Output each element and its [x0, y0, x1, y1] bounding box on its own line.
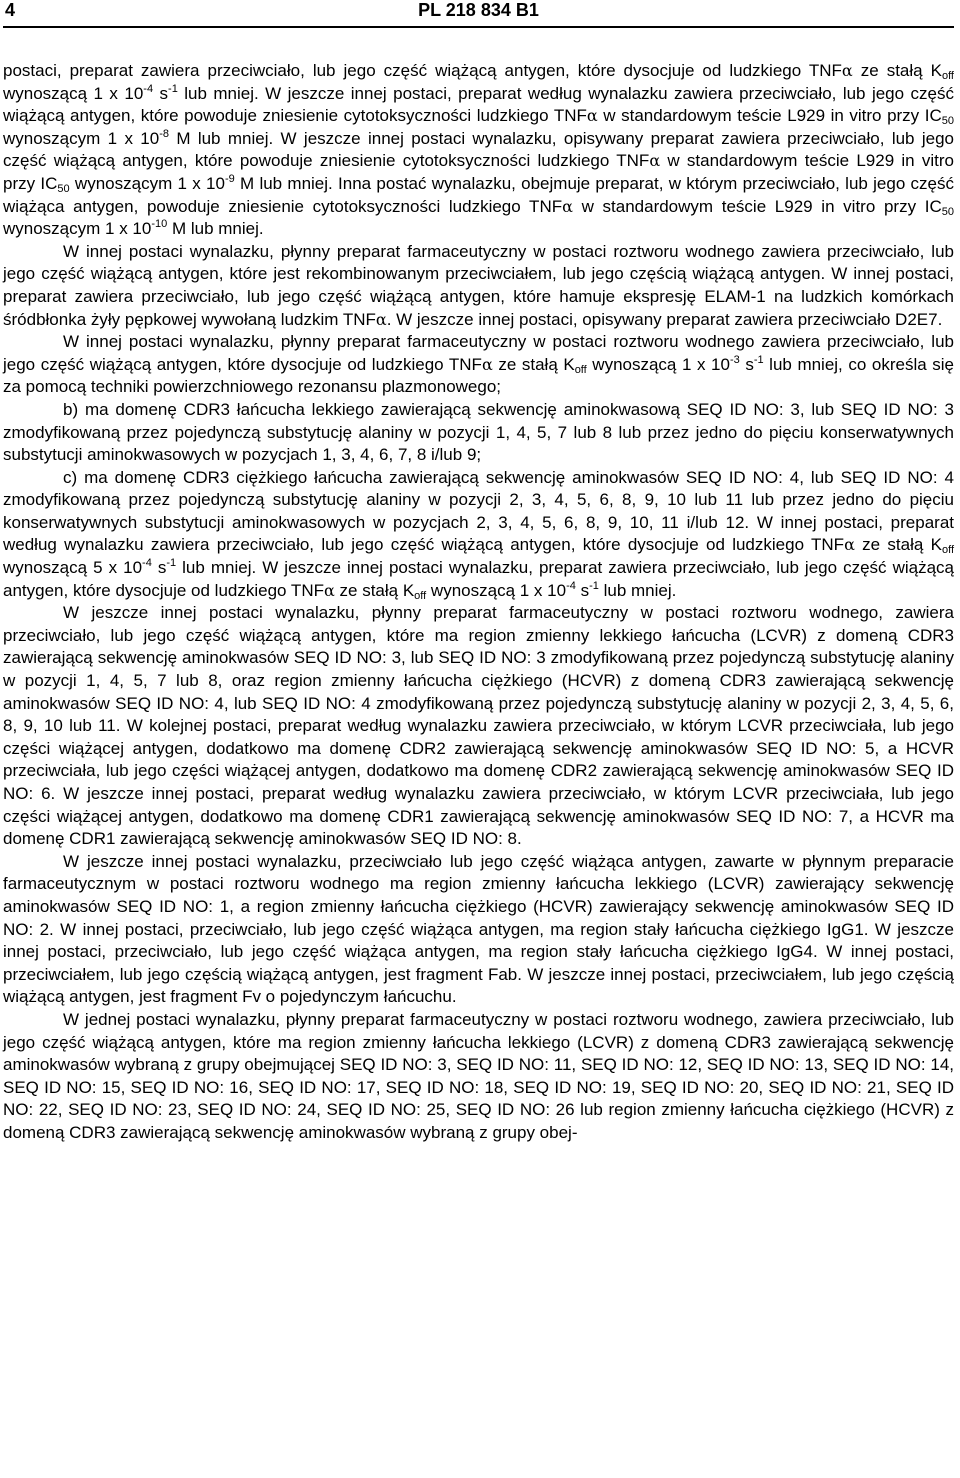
page-header [3, 0, 954, 28]
paragraph-p5: W jeszcze innej postaci wynalazku, płynny preparat farmaceutyczny w postaci roztworu wodnego, zawiera przeciwciało, lub jego część wiążącą antygen, które ma region zmienny lekkiego łańcucha (LCVR) z domeną CDR3 zawierającą sekwencję aminokwasów SEQ ID NO: 3, lub SEQ ID NO: 3 zmodyfikowaną przez pojedynczą substytucję alaniny w pozycji 1, 4, 5, 7 lub 8, oraz region zmienny łańcucha ciężkiego (HCVR) z domeną CDR3 zawierającą sekwencję aminokwasów SEQ ID NO: 4, lub SEQ ID NO: 4 zmodyfikowaną przez pojedynczą substytucję alaniny w pozycji 2, 3, 4, 5, 6, 8, 9, 10 lub 11. W kolejnej postaci, preparat według wynalazku zawiera przeciwciało, w którym LCVR przeciwciała, lub jego części wiążącej antygen, dodatkowo ma domenę CDR2 zawierającą sekwencję aminokwasów SEQ ID NO: 5, a HCVR przeciwciała, lub jego części wiążącej antygen, dodatkowo ma domenę CDR2 zawierającą sekwencję aminokwasów SEQ ID NO: 6. W jeszcze innej postaci, preparat według wynalazku zawiera przeciwciało, w którym LCVR przeciwciała, lub jego części wiążącej antygen, dodatkowo ma domenę CDR1 zawierającą sekwencję aminokwasów SEQ ID NO: 7, a HCVR ma domenę CDR1 zawierającą sekwencję aminokwasów SEQ ID NO: 8. [3, 603, 954, 849]
paragraph-p1: W innej postaci wynalazku, płynny preparat farmaceutyczny w postaci roztworu wodnego zawiera przeciwciało, lub jego część wiążącą antygen, które jest rekombinowanym przeciwciałem, lub jego częścią wiążącą antygen. W innej postaci, preparat zawiera przeciwciało, lub jego część wiążącą antygen, które hamuje ekspresję ELAM-1 na ludzkich komórkach śródbłonka żyły pępkowej wywołaną ludzkim TNFα. W jeszcze innej postaci, opisywany preparat zawiera przeciwciało D2E7. [3, 241, 954, 329]
paragraph-p3: b) ma domenę CDR3 łańcucha lekkiego zawierającą sekwencję aminokwasową SEQ ID NO: 3, lub SEQ ID NO: 3 zmodyfikowaną przez pojedynczą substytucję alaniny w pozycji 1, 4, 5, 7 lub 8 lub przez jedno do pięciu konserwatywnych substytucji aminokwasowych w pozycjach 1, 3, 4, 6, 7, 8 i/lub 9; [3, 399, 954, 465]
document-body [3, 60, 954, 1145]
page-number: 4 [5, 0, 16, 20]
paragraph-p2: W innej postaci wynalazku, płynny preparat farmaceutyczny w postaci roztworu wodnego zawiera przeciwciało, lub jego część wiążącą antygen, które dysocjuje od ludzkiego TNFα ze stałą $K_{off}$ wynoszącą 1 x $10^{-3}$ $s^{-1}$ lub mniej, co określa się za pomocą techniki powierzchniowego rezonansu plazmonowego; [3, 332, 954, 397]
paragraph-p0: postaci, preparat zawiera przeciwciało, lub jego część wiążącą antygen, które dysocjuje od ludzkiego TNFα ze stałą $K_{off}$ wynoszącą 1 x $10^{-4}$ $s^{-1}$ lub mniej. W jeszcze innej postaci, preparat według wynalazku zawiera przeciwciało, lub jego część wiążącą antygen, które powoduje zniesienie cytotoksyczności ludzkiego TNFα w standardowym teście L929 in vitro przy $IC_{50}$ wynoszącym 1 x $10^{-8}$ M lub mniej. W jeszcze innej postaci wynalazku, opisywany preparat zawiera przeciwciało, lub jego część wiążącą antygen, które powoduje zniesienie cytotoksyczności ludzkiego TNFα w standardowym teście L929 in vitro przy $IC_{50}$ wynoszącym 1 x $10^{-9}$ M lub mniej. Inna postać wynalazku, obejmuje preparat, w którym przeciwciało, lub jego część wiążąca antygen, powoduje zniesienie cytotoksyczności ludzkiego TNFα w standardowym teście L929 in vitro przy $IC_{50}$ wynoszącym 1 x $10^{-10}$ M lub mniej. [3, 61, 955, 239]
paragraph-p6: W jeszcze innej postaci wynalazku, przeciwciało lub jego część wiążąca antygen, zawarte w płynnym preparacie farmaceutycznym w postaci roztworu wodnego ma region zmienny łańcucha lekkiego (LCVR) zawierający sekwencję aminokwasów SEQ ID NO: 1, a region zmienny łańcucha ciężkiego (HCVR) zawierający sekwencję aminokwasów SEQ ID NO: 2. W innej postaci, przeciwciało, lub jego część wiążąca antygen, ma region stały łańcucha ciężkiego IgG1. W jeszcze innej postaci, przeciwciało, lub jego część wiążąca antygen, ma region stały łańcucha ciężkiego IgG4. W innej postaci, przeciwciałem, lub jego częścią wiążącą antygen, jest fragment Fab. W jeszcze innej postaci, przeciwciałem, lub jego częścią wiążącą antygen, jest fragment Fv o pojedynczym łańcuchu. [3, 851, 954, 1007]
patent-number: PL 218 834 B1 [418, 0, 539, 20]
paragraph-p7: W jednej postaci wynalazku, płynny preparat farmaceutyczny w postaci roztworu wodnego, zawiera przeciwciało, lub jego część wiążącą antygen, które ma region zmienny łańcucha lekkiego (LCVR) z domeną CDR3 zawierającą sekwencję aminokwasów wybraną z grupy obejmującej SEQ ID NO: 3, SEQ ID NO: 11, SEQ ID NO: 12, SEQ ID NO: 13, SEQ ID NO: 14, SEQ ID NO: 15, SEQ ID NO: 16, SEQ ID NO: 17, SEQ ID NO: 18, SEQ ID NO: 19, SEQ ID NO: 20, SEQ ID NO: 21, SEQ ID NO: 22, SEQ ID NO: 23, SEQ ID NO: 24, SEQ ID NO: 25, SEQ ID NO: 26 lub region zmienny łańcucha ciężkiego (HCVR) z domeną CDR3 zawierającą sekwencję aminokwasów wybraną z grupy obej- [3, 1009, 954, 1142]
paragraph-p4: c) ma domenę CDR3 ciężkiego łańcucha zawierającą sekwencję aminokwasów SEQ ID NO: 4, lub SEQ ID NO: 4 zmodyfikowaną przez pojedynczą substytucję alaniny w pozycji 2, 3, 4, 5, 6, 8, 9, 10 lub 11 lub przez jedno do pięciu konserwatywnych substytucji aminokwasowych w pozycjach 2, 3, 4, 5, 6, 8, 9, 10, 11 i/lub 12. W innej postaci, preparat według wynalazku zawiera przeciwciało, lub jego część wiążącą antygen, które dysocjuje od ludzkiego TNFα ze stałą $K_{off}$ wynoszącą 5 x $10^{-4}$ $s^{-1}$ lub mniej. W jeszcze innej postaci wynalazku, preparat zawiera przeciwciało, lub jego część wiążącą antygen, które dysocjuje od ludzkiego TNFα ze stałą $K_{off}$ wynoszącą 1 x $10^{-4}$ $s^{-1}$ lub mniej. [3, 467, 955, 602]
